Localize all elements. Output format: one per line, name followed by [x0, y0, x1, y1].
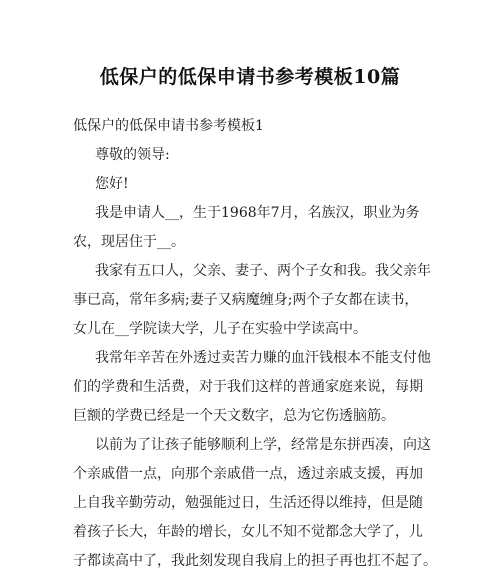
text-line: 您好!: [95, 176, 129, 192]
text-line: 尊敬的领导:: [95, 147, 170, 163]
text-line: 巨额的学费已经是一个天文数字，总为它伤透脑筋。: [73, 408, 395, 424]
document-title: 低保户的低保申请书参考模板10篇: [99, 66, 401, 88]
text-line: 子都读高中了，我此刻发现自我肩上的担子再也扛不起了。: [73, 553, 437, 569]
text-line: 上自我辛勤劳动，勉强能过日，生活还得以维持，但是随: [73, 495, 423, 511]
text-line: 事已高，常年多病;妻子又病魔缠身;两个子女都在读书，: [73, 292, 419, 308]
text-line: 以前为了让孩子能够顺利上学，经常是东拼西凑，向这: [95, 437, 431, 453]
text-line: 们的学费和生活费，对于我们这样的普通家庭来说，每期: [73, 379, 423, 395]
text-line: 着孩子长大，年龄的增长，女儿不知不觉都念大学了，儿: [73, 524, 423, 540]
text-line: 个亲戚借一点，向那个亲戚借一点，透过亲戚支援，再加: [73, 466, 423, 482]
text-line: 我家有五口人，父亲、妻子、两个子女和我。我父亲年: [95, 263, 431, 279]
text-line: 我常年辛苦在外透过卖苦力赚的血汗钱根本不能支付他: [95, 350, 431, 366]
document-body: [73, 113, 437, 574]
section-heading: 低保户的低保申请书参考模板1: [73, 118, 264, 134]
text-line: 女儿在__学院读大学，儿子在实验中学读高中。: [73, 321, 367, 337]
text-line: 我是申请人__，生于1968年7月，名族汉，职业为务: [95, 205, 420, 221]
text-line: 农，现居住于__。: [73, 234, 185, 250]
